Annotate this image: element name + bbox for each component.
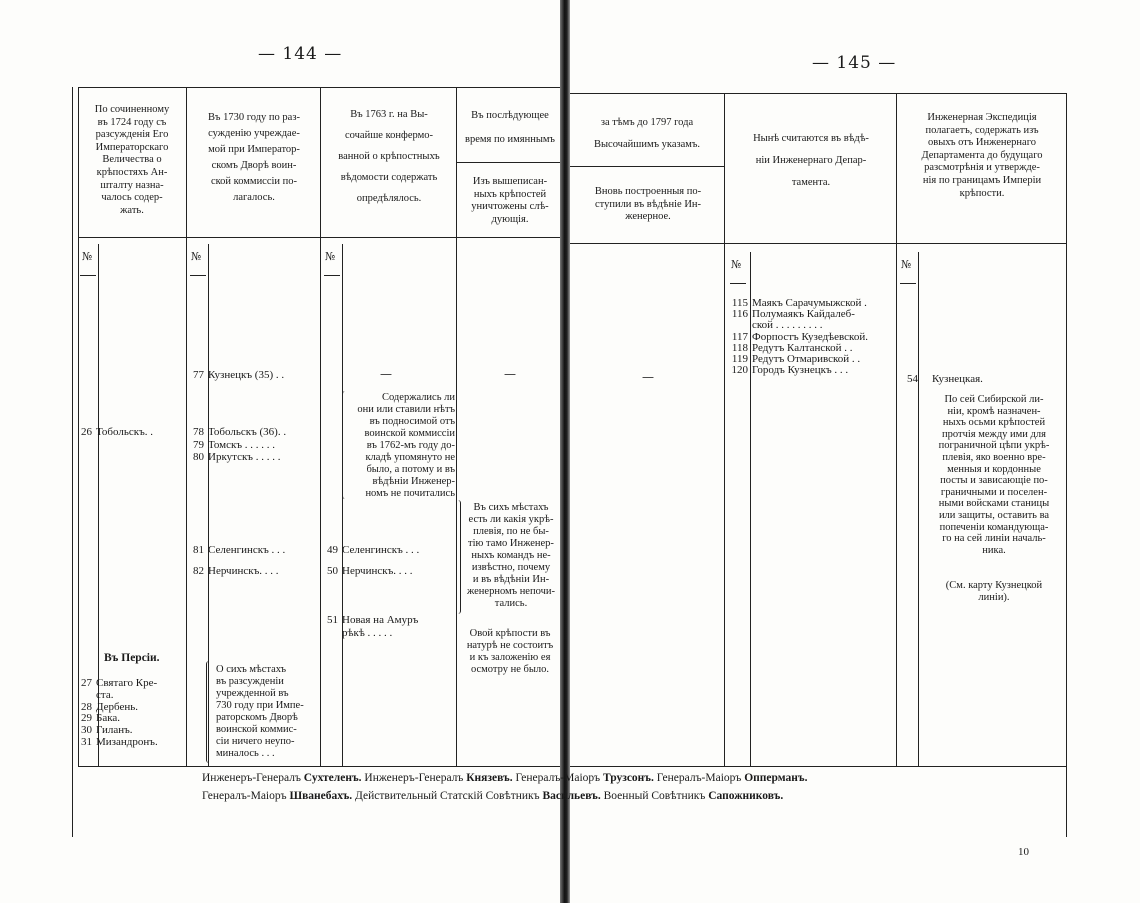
header-col2-1730: Въ 1730 году по раз- сужденiю учреждае- мой при Император- скомъ Дворѣ воин- ской коммиссiи по- лагалось. [208,112,300,203]
item-name: Томскъ . . . . . . [208,438,276,451]
sig-rank: Генералъ-Маiоръ [202,790,287,802]
item-number: 77 [193,369,204,381]
list-item [318,614,418,627]
item-number: 119 [731,353,748,366]
col6-kuznetsk-line-list [728,298,868,376]
col7-no-symbol: № [901,258,912,271]
list-item [184,561,285,582]
item-name: Дербень. [96,700,139,713]
list-item [184,451,286,464]
col2-list-kuznetsk [184,369,284,382]
item-number: 26 [81,426,92,438]
col6-col7-divider [896,93,897,767]
col2-col3-divider [320,87,321,767]
header-col1-1724: По сочиненному въ 1724 году съ разсужденiя Его Императорскаго Величества о крѣпостяхъ Ан- шталту назна- чалось содер- жать. [94,104,170,216]
list-item [72,737,158,749]
col6-num-rule [730,283,746,284]
sig-rank: Действительный Статскiй Совѣтникъ [355,790,540,802]
item-name: Редутъ Калтанской . . [752,341,853,354]
item-number: 30 [81,724,92,737]
item-number [72,690,96,702]
item-name: Нерчинскъ. . . . [342,565,413,577]
list-item [318,627,418,640]
col3-dash: — [380,367,392,381]
signatures-line-2 [202,790,783,802]
col6-no-symbol: № [731,258,742,271]
sig-rank: Генералъ-Маiоръ [656,772,742,784]
signatures-line-1 [202,772,807,784]
item-name: Иркутскъ . . . . . [208,451,281,463]
sig-name-sapozhnikov: Сапожниковъ. [708,790,784,802]
item-number: 117 [731,330,748,343]
col7-note: По сей Сибирской ли- нiи, кромѣ назначен- ныхъ осьми крѣпостей протчiя между ими для пограничной цѣпи укрѣ- плевiя, яко военно вре- менныя и кордонные посты и зависающiе по- граничными и поселен- ными войсками станицы или защиты, оставить ва попеченiи командующа- го на сей линiи началь- ника. [938,394,1050,556]
item-name: Редутъ Отмаривской . . [752,353,861,366]
item-number: 120 [731,364,748,377]
book-gutter [560,0,570,903]
col2-note-bracket [206,661,213,763]
item-name: ской . . . . . . . . . [752,319,823,332]
col2-num-rule [190,275,206,276]
col3-num-rule [324,275,340,276]
list-item [184,369,284,382]
item-number: 54 [907,373,918,385]
col4-dash: — [504,367,516,381]
list-item [728,320,868,331]
header-col4-bottom: Изъ вышеписан- ныхъ крѣпостей уничтожены слѣ- дующiя. [471,176,549,225]
sig-name-opperman: Опперманъ. [744,772,808,784]
sheet-number: 10 [1018,846,1029,858]
item-number: 49 [327,544,338,556]
item-number: 31 [81,735,92,748]
table-bottom-border-right [570,766,1066,767]
col3-list-selenginsk [318,540,419,582]
item-name: Селенгинскъ . . . [342,544,420,556]
col4-note-unknown: Въ сихъ мѣстахъ есть ли какiя укрѣ- плевiя, по не бы- тiю тамо Инженер- ныхъ командъ не- извѣстно, почему и въ вѣдѣнiи Ин- женерномъ непочи- тались. [467,502,555,609]
col3-no-symbol: № [325,250,336,263]
header-col7-expedition: Инженерная Экспедицiя полагаетъ, содержать изъ овыхъ отъ Инженернаго Департамента до будущаго разсмотрѣнiя и утвержде- нiя по границамъ Имперiи крѣпости. [921,112,1043,199]
sig-name-vasiliev: Васильевъ. [542,790,601,802]
col2-note: О сихъ мѣстахъ въ разсужденiи учрежденной въ 730 году при Импе- раторскомъ Дворѣ воинской коммис- сiи ничего неупо- миналось . . . [216,664,304,759]
col5-col6-divider [724,93,725,767]
item-number: 115 [731,297,748,309]
list-item [72,678,158,690]
item-number [728,320,752,331]
item-number: 50 [327,565,338,577]
right-page-number: — 145 — [812,53,897,73]
item-name: ста. [96,688,114,701]
col3-note: Содержались ли они или ставили нѣтъ въ подносимой отъ воинской коммиссiи въ 1762-мъ году до- кладѣ упомянуто не было, а потому и въ вѣдѣнiи Инженер- номъ не почитались [357,392,455,499]
sig-rank: Военный Совѣтникъ [603,790,706,802]
header-col5-top: за тѣмъ до 1797 года Высочайшимъ указамъ. [593,117,701,150]
list-item [728,365,868,376]
col1-no-symbol: № [82,250,93,263]
item-name: Маякъ Сарачумыжской . [752,297,867,309]
item-name: Кузнецкъ (35) . . [208,369,285,381]
item-number: 118 [731,341,748,354]
item-name: Форпостъ Кузедѣевской. [752,330,868,343]
item-name: Новая на Амуръ [342,614,419,626]
item-number: 79 [193,438,204,451]
sig-rank: Инженеръ-Генералъ [364,772,464,784]
header-col5-bottom: Вновь построенныя по- ступили въ вѣдѣнiе Ин- женерное. [594,186,702,223]
sig-name-sukhtelen: Сухтеленъ. [303,772,362,784]
item-name: Селенгинскъ . . . [208,544,286,556]
item-number: 80 [193,451,204,463]
item-name: Нерчинскъ. . . . [208,565,279,577]
col3-num-divider [342,244,343,766]
col2-list-tobolsk [184,426,286,464]
sig-name-knyazev: Князевъ. [466,772,513,784]
header-bottom-rule-right [570,243,1066,244]
item-number: 78 [193,426,204,438]
item-number: 82 [193,565,204,577]
col3-col4-divider [456,87,457,767]
col7-list [898,373,983,386]
list-item [318,561,419,582]
item-number: 51 [327,614,338,626]
list-item [72,426,153,439]
sig-name-truzson: Трузсонъ. [602,772,654,784]
persia-heading: Въ Персiи. [104,652,160,664]
list-item [184,439,286,452]
col5-split-rule [570,166,724,167]
col7-num-rule [900,283,916,284]
item-name: Полумаякъ Кайдалеб- [752,308,855,321]
persia-fortress-list [72,678,158,749]
item-name: Святаго Кре- [96,677,158,689]
col7-num-divider [918,252,919,766]
sig-name-shvanebakh: Шванебахъ. [289,790,353,802]
header-col6-current: Нынѣ считаются въ вѣдѣ- нiи Инженернаго Депар- тамента. [753,133,869,188]
list-item [318,540,419,561]
item-name: Тобольскъ (36). . [208,426,287,438]
item-name: Городъ Кузнецкъ . . . [752,364,849,377]
left-page-number: — 144 — [258,44,343,64]
col5-dash: — [642,370,654,384]
item-name: Мизандронъ. [96,735,158,748]
header-col3-1763: Въ 1763 г. на Вы- сочайше конфермо- ванной о крѣпостныхъ вѣдомости содержать опредѣлялось. [338,109,440,204]
list-item [72,690,158,702]
item-number: 27 [81,677,92,689]
col3-list-amur [318,614,418,639]
item-name: Кузнецкая. [932,373,983,385]
item-number: 116 [731,308,748,321]
item-number: 29 [81,712,92,725]
list-item [184,540,285,561]
sig-rank: Инженеръ-Генералъ [202,772,301,784]
col7-right-border [1066,93,1067,837]
col1-num-rule [80,275,96,276]
item-name: рѣкѣ . . . . . [342,626,393,639]
col1-fortress-list [72,426,153,439]
col7-map-reference: (См. карту Кузнецкой линiи). [945,580,1043,603]
col2-no-symbol: № [191,250,202,263]
header-col4-top: Въ послѣдующее время по имяннымъ [465,110,555,145]
item-name: Тобольскъ. . [96,426,154,438]
item-name: Бака. [96,712,121,725]
list-item [898,373,983,386]
item-number: 28 [81,700,92,713]
item-name: Гиланъ. [96,724,133,737]
col4-split-rule [456,162,562,163]
col2-list-selenginsk [184,540,285,582]
list-item [184,426,286,439]
item-number: 81 [193,544,204,556]
table-top-border-right [570,93,1066,94]
col4-note-amur: Овой крѣпости въ натурѣ не состоитъ и къ заложенiю ея осмотру не было. [466,628,554,675]
item-number [318,627,342,640]
sig-rank: Генералъ-Маiоръ [515,772,601,784]
